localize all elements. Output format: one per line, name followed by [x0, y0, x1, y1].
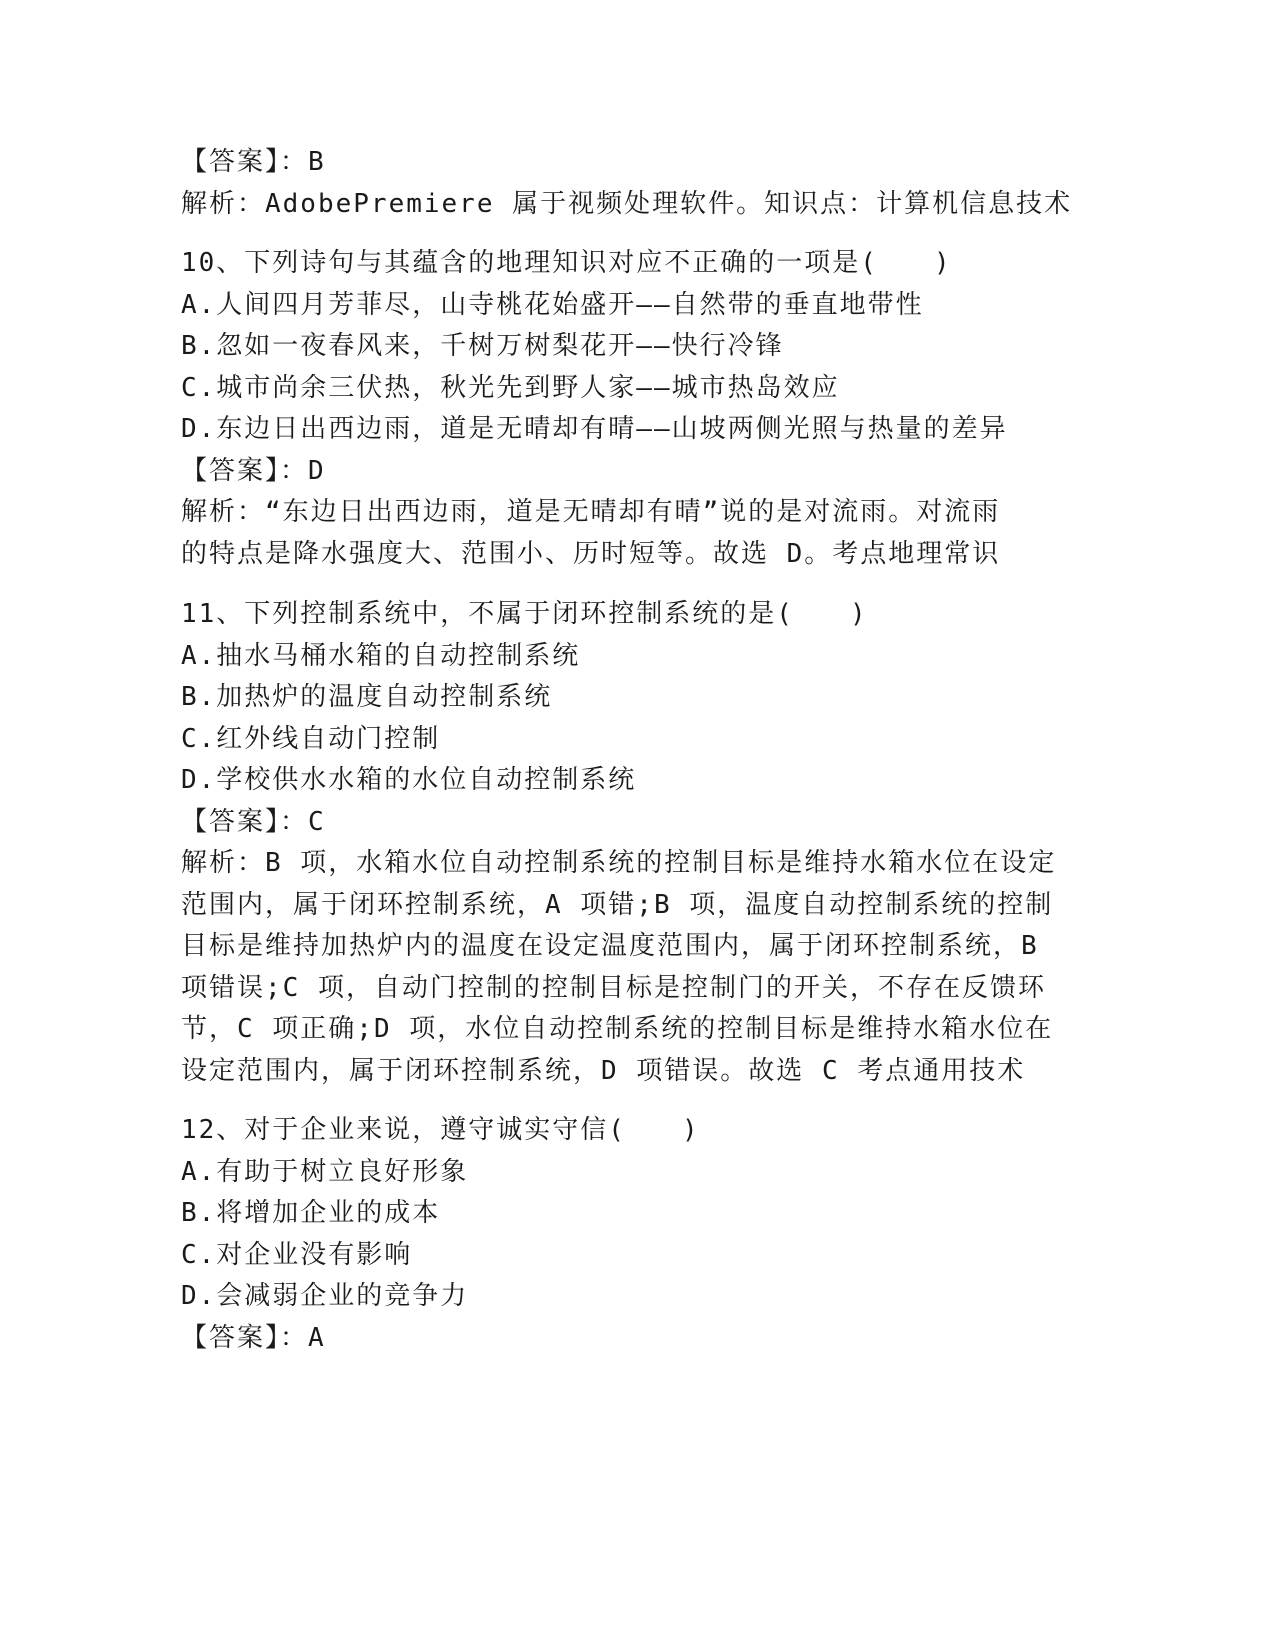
analysis-line: 解析：AdobePremiere 属于视频处理软件。知识点：计算机信息技术: [181, 189, 1073, 219]
question-stem: 11、下列控制系统中，不属于闭环控制系统的是( ): [181, 599, 868, 629]
analysis-line: 目标是维持加热炉内的温度在设定温度范围内，属于闭环控制系统，B: [181, 931, 1039, 961]
analysis-line: 范围内，属于闭环控制系统，A 项错;B 项，温度自动控制系统的控制: [181, 890, 1054, 920]
answer-line: 【答案】：A: [181, 1323, 326, 1353]
option-c: C.对企业没有影响: [181, 1240, 413, 1270]
analysis-line: 项错误;C 项，自动门控制的控制目标是控制门的开关，不存在反馈环: [181, 973, 1046, 1003]
option-d: D.东边日出西边雨，道是无晴却有晴——山坡两侧光照与热量的差异: [181, 414, 1008, 444]
analysis-line: 解析：“东边日出西边雨，道是无晴却有晴”说的是对流雨。对流雨: [181, 497, 1001, 527]
option-c: C.城市尚余三伏热，秋光先到野人家——城市热岛效应: [181, 373, 840, 403]
option-a: A.有助于树立良好形象: [181, 1157, 469, 1187]
analysis-line: 的特点是降水强度大、范围小、历时短等。故选 D。考点地理常识: [181, 539, 1001, 569]
question-stem: 10、下列诗句与其蕴含的地理知识对应不正确的一项是( ): [181, 248, 952, 278]
option-b: B.将增加企业的成本: [181, 1198, 441, 1228]
option-a: A.人间四月芳菲尽，山寺桃花始盛开——自然带的垂直地带性: [181, 290, 924, 320]
question-stem: 12、对于企业来说，遵守诚实守信( ): [181, 1115, 700, 1145]
analysis-line: 解析：B 项，水箱水位自动控制系统的控制目标是维持水箱水位在设定: [181, 848, 1057, 878]
option-a: A.抽水马桶水箱的自动控制系统: [181, 641, 581, 671]
analysis-line: 设定范围内，属于闭环控制系统，D 项错误。故选 C 考点通用技术: [181, 1056, 1026, 1086]
analysis-line: 节，C 项正确;D 项，水位自动控制系统的控制目标是维持水箱水位在: [181, 1014, 1054, 1044]
answer-line: 【答案】：D: [181, 456, 326, 486]
option-d: D.学校供水水箱的水位自动控制系统: [181, 765, 637, 795]
option-d: D.会减弱企业的竞争力: [181, 1281, 469, 1311]
option-b: B.加热炉的温度自动控制系统: [181, 682, 553, 712]
answer-line: 【答案】：B: [181, 147, 326, 177]
answer-line: 【答案】：C: [181, 807, 326, 837]
option-c: C.红外线自动门控制: [181, 724, 441, 754]
option-b: B.忽如一夜春风来，千树万树梨花开——快行冷锋: [181, 331, 784, 361]
